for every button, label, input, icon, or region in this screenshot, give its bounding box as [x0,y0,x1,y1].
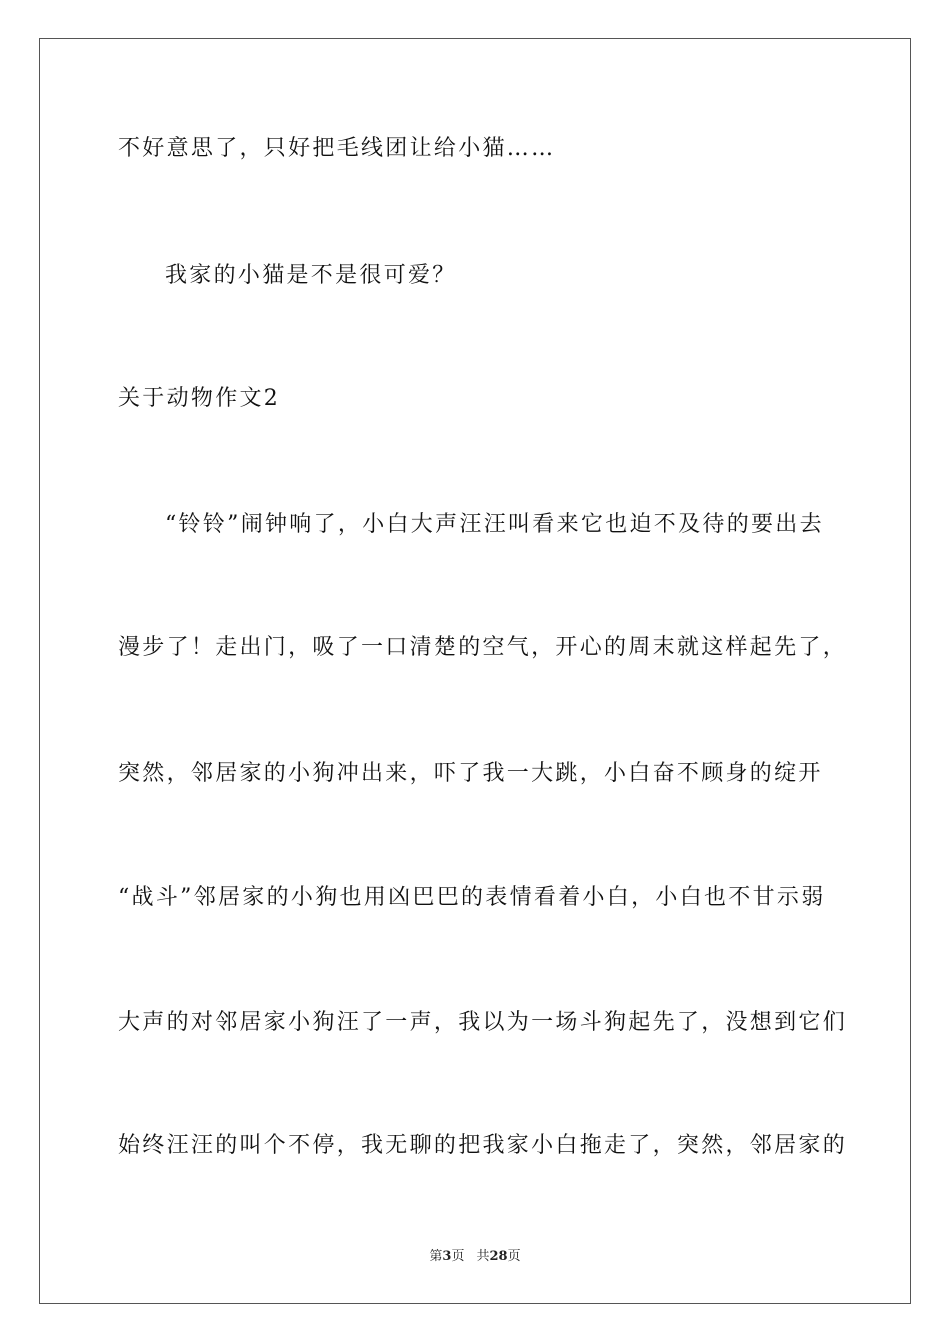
text-line: 始终汪汪的叫个不停，我无聊的把我家小白拖走了，突然，邻居家的 [118,1133,848,1158]
page-number: 3 [442,1249,452,1264]
text-line: 不好意思了，只好把毛线团让给小猫…… [118,136,556,161]
text-line: 突然，邻居家的小狗冲出来，吓了我一大跳，小白奋不顾身的绽开 [118,761,823,786]
page-footer [0,1248,950,1266]
section-heading: 关于动物作文2 [118,386,281,411]
page-border [39,38,911,1304]
text-line: “铃铃”闹钟响了，小白大声汪汪叫看来它也迫不及待的要出去 [165,512,824,537]
text-line: 漫步了！走出门，吸了一口清楚的空气，开心的周末就这样起先了， [118,635,848,660]
footer-prefix: 第 [429,1249,443,1264]
text-line: “战斗”邻居家的小狗也用凶巴巴的表情看着小白，小白也不甘示弱 [118,885,826,910]
footer-total-prefix: 共 [476,1249,490,1264]
text-line: 大声的对邻居家小狗汪了一声，我以为一场斗狗起先了，没想到它们 [118,1010,848,1035]
text-line: 我家的小猫是不是很可爱？ [165,263,457,288]
total-pages: 28 [489,1249,508,1264]
footer-page-suffix: 页 [451,1249,465,1264]
footer-total-suffix: 页 [507,1249,521,1264]
